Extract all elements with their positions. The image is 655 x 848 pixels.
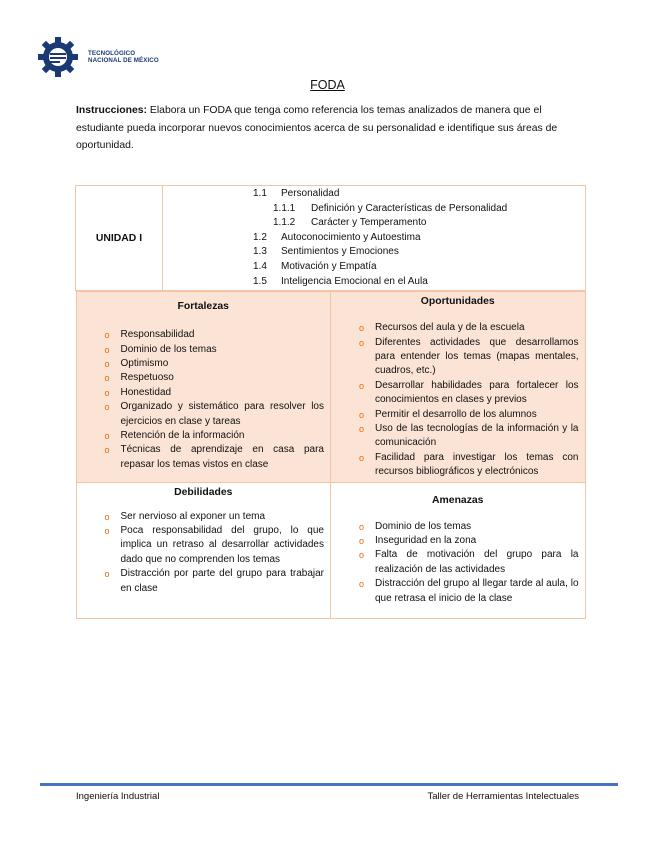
amenazas-list — [337, 520, 579, 606]
topic-item: 1.2 Autoconocimiento y Autoestima — [253, 231, 421, 243]
list-item: o Poca responsabilidad del grupo, lo que implica un retraso al desarrollar actividades dado que no comprenden los temas — [104, 525, 324, 565]
logo-text — [88, 50, 159, 65]
amenazas-title: Amenazas — [432, 494, 484, 506]
logo-line-1: TECNOLÓGICO — [88, 49, 136, 57]
list-item: o Desarrollar habilidades para fortalecer los conocimientos en clases y previos — [359, 379, 579, 406]
list-item: o Recursos del aula y de la escuela — [359, 322, 525, 334]
instructions-text: Elabora un FODA que tenga como referencia los temas analizados de manera que el estudiante pueda incorporar nuevos conocimientos acerca de su personalidad e identifique sus áreas de oportunidad. — [76, 105, 558, 151]
list-item: o Retención de la información — [104, 430, 245, 441]
debilidades-cell — [76, 482, 331, 618]
list-item: o Organizado y sistemático para resolver los ejercicios en clase y tareas — [104, 401, 324, 427]
debilidades-title: Debilidades — [174, 486, 233, 498]
gear-icon — [36, 35, 80, 79]
footer-right-text: Taller de Herramientas Intelectuales — [427, 791, 579, 802]
fortalezas-cell — [76, 292, 331, 482]
institution-logo — [36, 30, 164, 84]
instructions — [76, 102, 584, 155]
footer-divider — [40, 783, 618, 786]
oportunidades-cell — [331, 292, 586, 482]
list-item: o Inseguridad en la zona — [359, 535, 477, 547]
list-item: o Ser nervioso al exponer un tema — [104, 510, 266, 522]
list-item: o Diferentes actividades que desarrollamos para entender los temas (mapas mentales, cuadros, etc.) — [359, 336, 579, 377]
list-item: o Distracción del grupo al llegar tarde al aula, lo que retrasa el inicio de la clase — [359, 578, 579, 604]
fortalezas-title: Fortalezas — [177, 301, 229, 313]
fortalezas-list — [83, 328, 325, 472]
topic-item: 1.1.1 Definición y Características de Personalidad — [273, 202, 508, 214]
list-item: o Permitir el desarrollo de los alumnos — [359, 408, 537, 420]
oportunidades-list — [337, 321, 579, 479]
topic-item: 1.3 Sentimientos y Emociones — [253, 246, 399, 258]
unit-topics — [163, 186, 586, 291]
topic-item: 1.1 Personalidad — [253, 188, 340, 199]
list-item: o Facilidad para investigar los temas con recursos bibliográficos y electrónicos — [359, 451, 579, 478]
fo-row — [76, 291, 586, 619]
topic-item: 1.1.2 Carácter y Temperamento — [273, 217, 427, 229]
topic-item: 1.4 Motivación y Empatía — [253, 260, 377, 272]
list-item: o Técnicas de aprendizaje en casa para repasar los temas vistos en clase — [104, 444, 324, 470]
list-item: o Respetuoso — [104, 372, 174, 384]
unit-row — [76, 186, 586, 291]
page-title: FODA — [310, 78, 345, 92]
logo-line-2: NACIONAL DE MÉXICO — [88, 57, 159, 64]
list-item: o Responsabilidad — [104, 329, 195, 341]
foda-table — [75, 185, 586, 619]
topic-item: 1.5 Inteligencia Emocional en el Aula — [253, 275, 428, 287]
list-item: o Dominio de los temas — [359, 520, 472, 532]
list-item: o Honestidad — [104, 386, 172, 398]
list-item: o Optimismo — [104, 357, 169, 369]
list-item: o Uso de las tecnologías de la información y la comunicación — [359, 423, 579, 449]
amenazas-cell — [331, 482, 586, 618]
debilidades-list — [83, 510, 325, 596]
footer-left-text: Ingeniería Industrial — [76, 791, 160, 802]
list-item: o Dominio de los temas — [104, 343, 217, 355]
oportunidades-title: Oportunidades — [420, 296, 495, 308]
instructions-label: Instrucciones: — [76, 105, 148, 116]
list-item: o Falta de motivación del grupo para la realización de las actividades — [359, 549, 579, 575]
unit-label: UNIDAD I — [76, 186, 163, 291]
list-item: o Distracción por parte del grupo para trabajar en clase — [104, 568, 324, 594]
